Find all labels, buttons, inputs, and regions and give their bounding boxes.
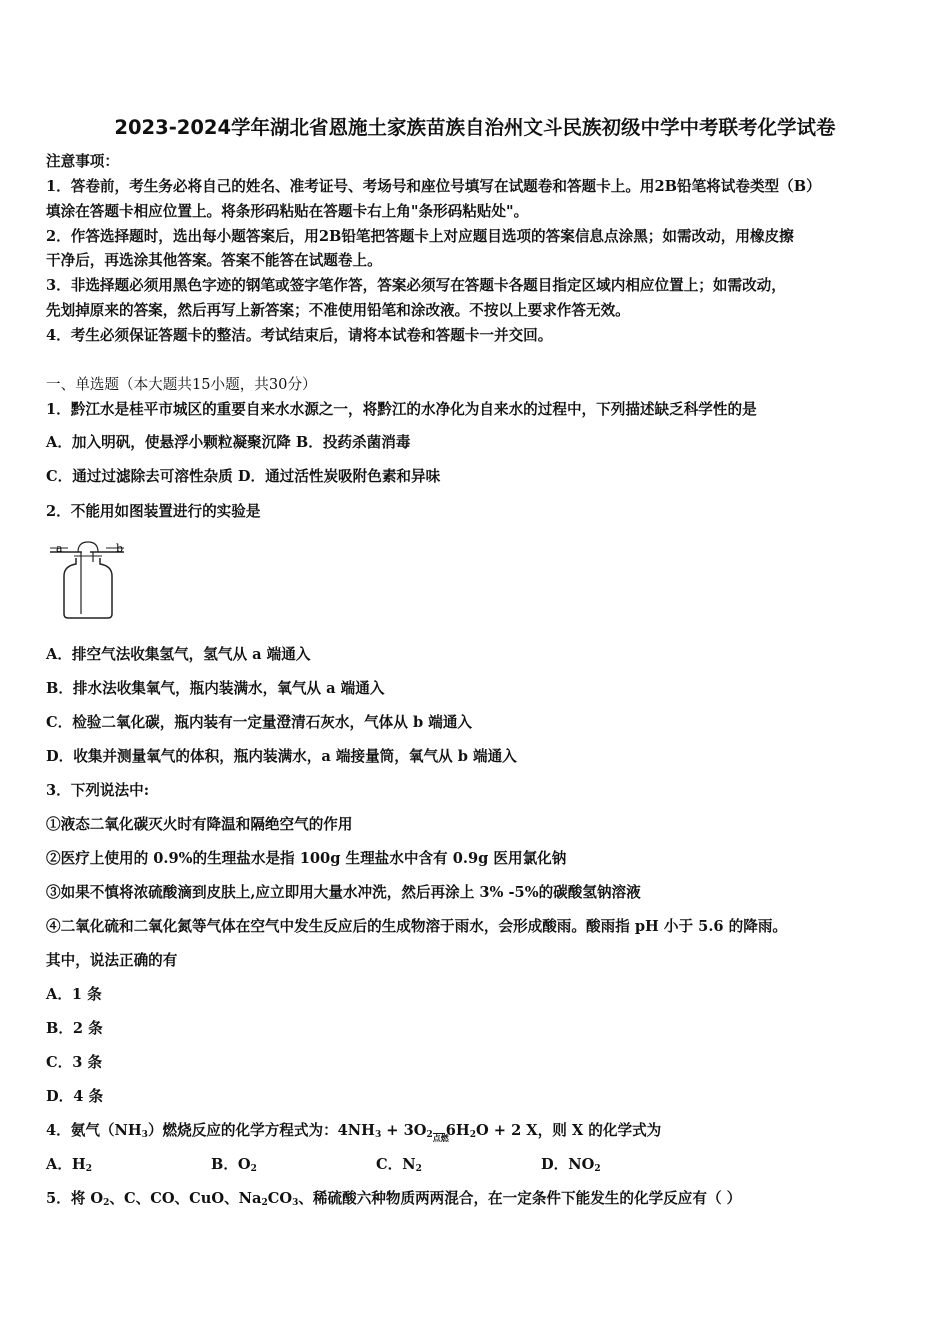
q3-statement-4: ④二氧化硫和二氧化氮等气体在空气中发生反应后的生成物溶于雨水，会形成酸雨。酸雨指 pH 小于 5.6 的降雨。 xyxy=(46,918,788,935)
q4-option-a xyxy=(46,1155,92,1179)
label-a: a xyxy=(56,542,63,555)
q4-stem xyxy=(46,1121,661,1145)
q4-option-c xyxy=(376,1155,422,1179)
q4-stem-part: 6H xyxy=(445,1122,470,1139)
q1-stem: 1．黔江水是桂平市城区的重要自来水水源之一，将黔江的水净化为自来水的过程中，下列描述缺乏科学性的是 xyxy=(46,401,757,418)
q3-statement-3: ③如果不慎将浓硫酸滴到皮肤上,应立即用大量水冲洗，然后再涂上 3% -5%的碳酸氢钠溶液 xyxy=(46,884,641,901)
notice-item-4: 4．考生必须保证答题卡的整洁。考试结束后，请将本试卷和答题卡一并交回。 xyxy=(46,327,553,344)
q3-option-a: A．1 条 xyxy=(46,986,102,1003)
q3-tail: 其中，说法正确的有 xyxy=(46,952,178,969)
q5-stem-part: 、稀硫酸六种物质两两混合，在一定条件下能发生的化学反应有（ ） xyxy=(298,1190,742,1207)
section-heading: 一、单选题（本大题共15小题，共30分） xyxy=(46,376,317,393)
subscript: 2 xyxy=(103,1198,110,1208)
subscript: 2 xyxy=(250,1164,257,1174)
q4-option-a-text: A．H xyxy=(46,1156,86,1173)
exam-title: 2023-2024学年湖北省恩施土家族苗族自治州文斗民族初级中学中考联考化学试卷 xyxy=(114,116,836,139)
q4-option-b-text: B．O xyxy=(211,1156,251,1173)
subscript: 3 xyxy=(141,1130,148,1140)
gas-bottle-figure xyxy=(48,538,128,622)
q5-stem xyxy=(46,1189,741,1213)
q1-options-ab: A．加入明矾，使悬浮小颗粒凝聚沉降 B．投药杀菌消毒 xyxy=(46,434,411,451)
q3-option-c: C．3 条 xyxy=(46,1054,103,1071)
notice-item-1-cont: 填涂在答题卡相应位置上。将条形码粘贴在答题卡右上角"条形码粘贴处"。 xyxy=(46,203,529,220)
q5-stem-part: CO xyxy=(267,1190,293,1207)
label-b: b xyxy=(116,542,124,555)
q2-option-c: C．检验二氧化碳，瓶内装有一定量澄清石灰水，气体从 b 端通入 xyxy=(46,714,473,731)
q2-option-a: A．排空气法收集氢气，氢气从 a 端通入 xyxy=(46,646,311,663)
q2-option-b: B．排水法收集氧气，瓶内装满水，氧气从 a 端通入 xyxy=(46,680,385,697)
q2-option-d: D．收集并测量氧气的体积，瓶内装满水，a 端接量筒，氧气从 b 端通入 xyxy=(46,748,517,765)
q5-stem-part: 、C、CO、CuO、Na xyxy=(109,1190,262,1207)
q2-stem: 2．不能用如图装置进行的实验是 xyxy=(46,503,261,520)
notice-item-2-cont: 干净后，再选涂其他答案。答案不能答在试题卷上。 xyxy=(46,252,382,269)
q3-statement-2: ②医疗上使用的 0.9%的生理盐水是指 100g 生理盐水中含有 0.9g 医用氯化钠 xyxy=(46,850,567,867)
notice-item-3: 3．非选择题必须用黑色字迹的钢笔或签字笔作答，答案必须写在答题卡各题目指定区域内相应位置上；如需改动， xyxy=(46,277,786,294)
subscript: 2 xyxy=(594,1164,601,1174)
q3-statement-1: ①液态二氧化碳灭火时有降温和隔绝空气的作用 xyxy=(46,816,353,833)
subscript: 3 xyxy=(374,1130,382,1140)
subscript: 2 xyxy=(426,1130,433,1140)
subscript: 2 xyxy=(415,1164,422,1174)
q4-option-d xyxy=(541,1155,601,1179)
notice-item-2: 2．作答选择题时，选出每小题答案后，用2B铅笔把答题卡上对应题目选项的答案信息点涂黑；如需改动，用橡皮擦 xyxy=(46,228,794,245)
notice-item-3-cont: 先划掉原来的答案，然后再写上新答案；不准使用铅笔和涂改液。不按以上要求作答无效。 xyxy=(46,302,630,319)
notice-item-1: 1．答卷前，考生务必将自己的姓名、准考证号、考场号和座位号填写在试题卷和答题卡上。用2B铅笔将试卷类型（B） xyxy=(46,178,821,195)
q4-stem-part: 4．氨气（NH xyxy=(46,1122,142,1139)
subscript: 2 xyxy=(85,1164,92,1174)
q4-option-d-text: D．NO xyxy=(541,1156,595,1173)
q4-option-b xyxy=(211,1155,257,1179)
subscript: 2 xyxy=(261,1198,268,1208)
q4-option-c-text: C．N xyxy=(376,1156,416,1173)
q1-options-cd: C．通过过滤除去可溶性杂质 D．通过活性炭吸附色素和异味 xyxy=(46,468,441,485)
q4-stem-part: ）燃烧反应的化学方程式为：4NH xyxy=(147,1122,375,1139)
q3-option-b: B．2 条 xyxy=(46,1020,103,1037)
subscript: 3 xyxy=(292,1198,299,1208)
q3-option-d: D．4 条 xyxy=(46,1088,104,1105)
notice-heading: 注意事项： xyxy=(46,153,119,170)
q4-stem-part: + 3O xyxy=(381,1122,427,1139)
subscript: 2 xyxy=(469,1130,476,1140)
q5-stem-part: 5．将 O xyxy=(46,1190,104,1207)
q3-stem: 3．下列说法中: xyxy=(46,782,150,799)
q4-stem-part: O + 2 X，则 X 的化学式为 xyxy=(475,1122,662,1139)
condition-label: 点燃 xyxy=(432,1133,449,1143)
